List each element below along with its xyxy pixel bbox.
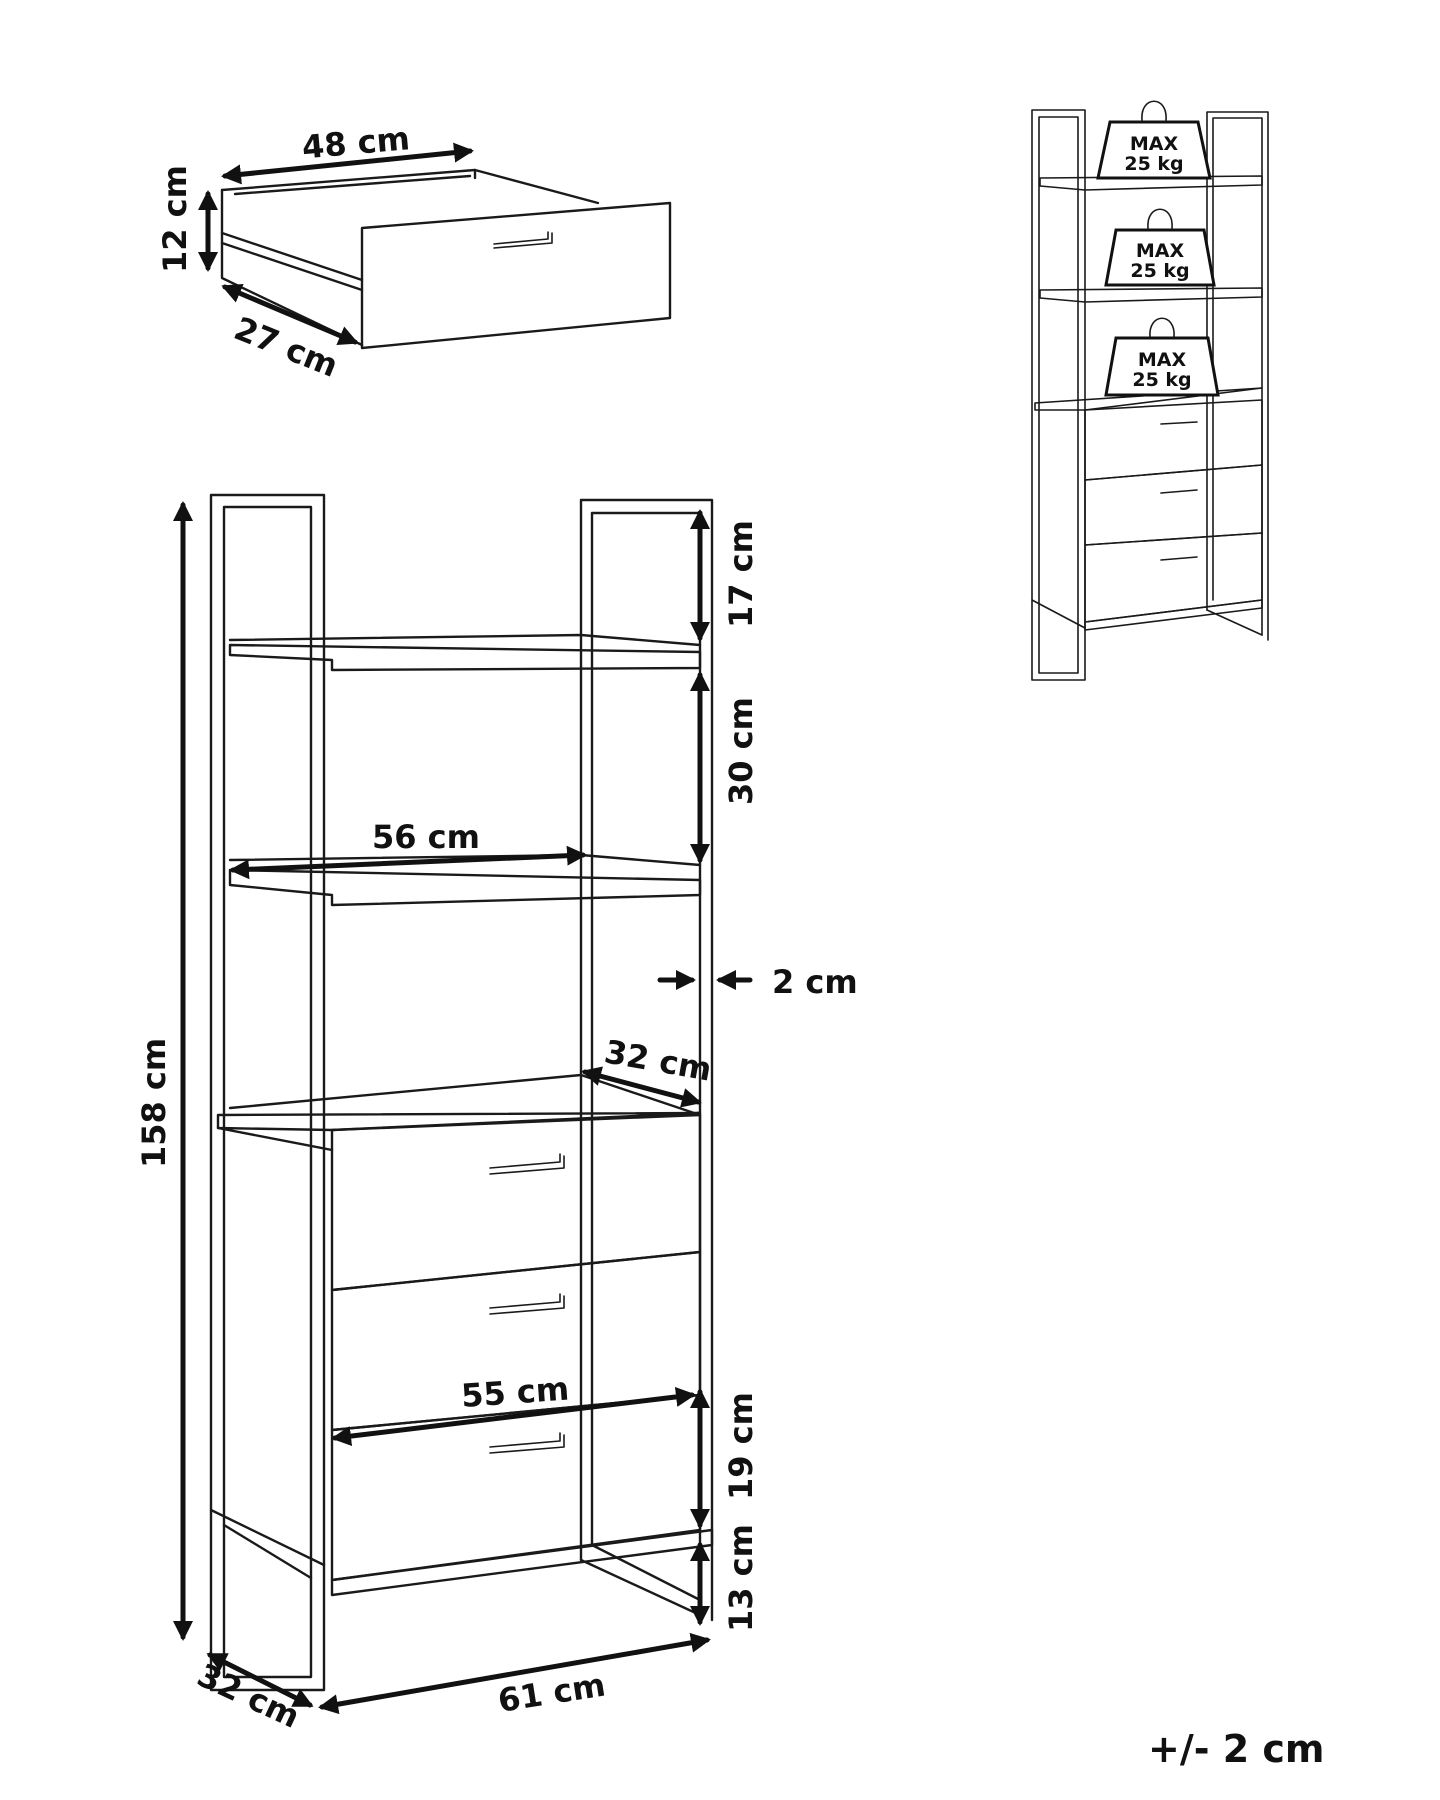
load-weights	[1098, 101, 1218, 395]
base-width-label: 61 cm	[495, 1665, 608, 1720]
shelf-width-label: 56 cm	[372, 818, 480, 856]
frame-thickness-label: 2 cm	[772, 963, 858, 1001]
top-clearance-label: 17 cm	[722, 520, 760, 628]
shelf-unit-drawing	[211, 495, 712, 1690]
drawer-width-label: 48 cm	[300, 119, 412, 167]
shelf-unit-dimensions	[135, 505, 858, 1736]
total-height-label: 158 cm	[135, 1037, 173, 1168]
weight-kg-label: 25 kg	[1130, 260, 1190, 282]
drawer-front-width-label: 55 cm	[459, 1369, 571, 1415]
weight-icon	[1106, 318, 1218, 395]
weight-icon	[1106, 209, 1214, 285]
shelf-gap-label: 30 cm	[722, 697, 760, 805]
weight-max-label: MAX	[1135, 240, 1185, 262]
leg-height-label: 13 cm	[722, 1524, 760, 1632]
weight-max-label: MAX	[1129, 133, 1179, 155]
shelf-depth-label: 32 cm	[601, 1032, 715, 1089]
drawer-depth-label: 27 cm	[229, 309, 344, 385]
tolerance-note: +/- 2 cm	[1148, 1727, 1325, 1771]
drawer-height-label: 19 cm	[722, 1392, 760, 1500]
drawer-drawing	[222, 170, 670, 348]
drawer-height-label: 12 cm	[156, 165, 194, 273]
weight-icon	[1098, 101, 1210, 178]
weight-kg-label: 25 kg	[1124, 153, 1184, 175]
weight-max-label: MAX	[1137, 349, 1187, 371]
base-depth-label: 32 cm	[191, 1655, 306, 1736]
weight-kg-label: 25 kg	[1132, 369, 1192, 391]
drawer-dimensions	[156, 119, 470, 385]
